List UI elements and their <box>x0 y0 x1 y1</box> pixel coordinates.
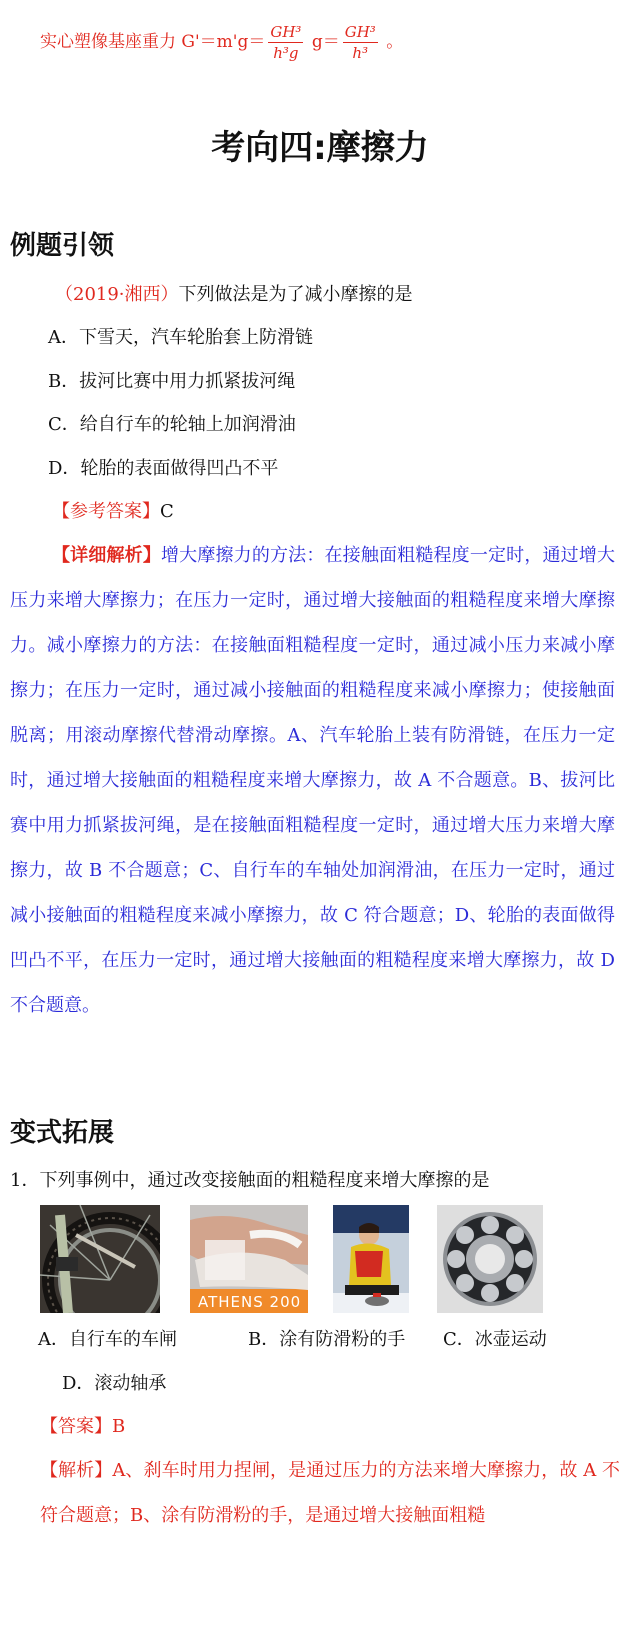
example-answer <box>52 489 174 534</box>
variant-heading: 变式拓展 <box>10 1118 115 1148</box>
fraction-numerator: GH³ <box>270 23 302 41</box>
curling-photo <box>333 1205 409 1313</box>
formula-suffix: 。 <box>386 32 404 52</box>
analysis-text: 增大摩擦力的方法：在接触面粗糙程度一定时，通过增大压力来增大摩擦力；在压力一定时，通过增大接触面的粗糙程度来增大摩擦力。减小摩擦力的方法：在接触面粗糙程度一定时，通过减小压力来减小摩擦力；在压力一定时，通过减小接触面的粗糙程度来减小摩擦力；使接触面脱离；用滚动摩擦代替滑动摩擦。A、汽车轮胎上装有防滑链，在压力一定时，通过增大接触面的粗糙程度来增大摩擦力，故 A 不合题意。B、拔河比赛中用力抓紧拔河绳，是在接触面粗糙程度一定时，通过增大压力来增大摩擦力，故 B 不合题意；C、自行车的车轴处加润滑油，在压力一定时，通过减小接触面的粗糙程度来减小摩擦力，故 C 符合题意；D、轮胎的表面做得凹凸不平，在压力一定时，通过增大接触面的粗糙程度来增大摩擦力，故 D 不合题意。 <box>10 545 615 1016</box>
fraction-denominator: h³g <box>273 44 299 62</box>
answer-value: C <box>160 501 174 522</box>
formula-prefix: 实心塑像基座重力 G'＝m'g＝ <box>40 32 266 52</box>
question-source: （2019·湘西） <box>55 284 179 305</box>
photo-caption-athens: ATHENS 200 <box>198 1293 302 1311</box>
variant-option-c: C．冰壶运动 <box>443 1329 547 1350</box>
section-title: 考向四:摩擦力 <box>211 128 429 168</box>
variant-analysis <box>40 1448 620 1538</box>
example-option-c: C．给自行车的轮轴上加润滑油 <box>48 414 296 435</box>
variant-option-a: A．自行车的车闸 <box>38 1329 177 1350</box>
variant-answer <box>40 1404 125 1449</box>
chalk-hands-photo <box>190 1205 308 1313</box>
formula-fraction-2 <box>343 22 378 63</box>
example-option-d: D．轮胎的表面做得凹凸不平 <box>48 458 279 479</box>
variant-option-d: D．滚动轴承 <box>62 1373 167 1394</box>
answer-label: 【参考答案】 <box>52 501 160 522</box>
example-question <box>55 272 413 317</box>
question-text: 下列做法是为了减小摩擦的是 <box>178 284 413 305</box>
variant-question: 1．下列事例中，通过改变接触面的粗糙程度来增大摩擦的是 <box>10 1170 490 1191</box>
formula-fraction-1 <box>268 22 303 63</box>
analysis-text: A、刹车时用力捏闸，是通过压力的方法来增大摩擦力，故 A 不符合题意；B、涂有防滑粉的手，是通过增大接触面粗糙 <box>40 1460 620 1526</box>
example-option-b: B．拔河比赛中用力抓紧拔河绳 <box>48 371 296 392</box>
fraction-denominator: h³ <box>352 44 369 62</box>
formula-line <box>40 22 403 63</box>
ball-bearing-photo <box>437 1205 543 1313</box>
variant-option-b: B．涂有防滑粉的手 <box>248 1329 406 1350</box>
answer-label: 【答案】 <box>40 1416 112 1437</box>
analysis-label: 【解析】 <box>40 1460 113 1481</box>
fraction-numerator: GH³ <box>344 23 376 41</box>
analysis-label: 【详细解析】 <box>52 545 161 566</box>
bicycle-brake-photo <box>40 1205 160 1313</box>
example-analysis <box>10 533 615 1028</box>
example-heading: 例题引领 <box>10 231 115 261</box>
answer-value: B <box>112 1416 126 1437</box>
example-option-a: A．下雪天，汽车轮胎套上防滑链 <box>48 327 313 348</box>
formula-mid: g＝ <box>311 32 340 52</box>
